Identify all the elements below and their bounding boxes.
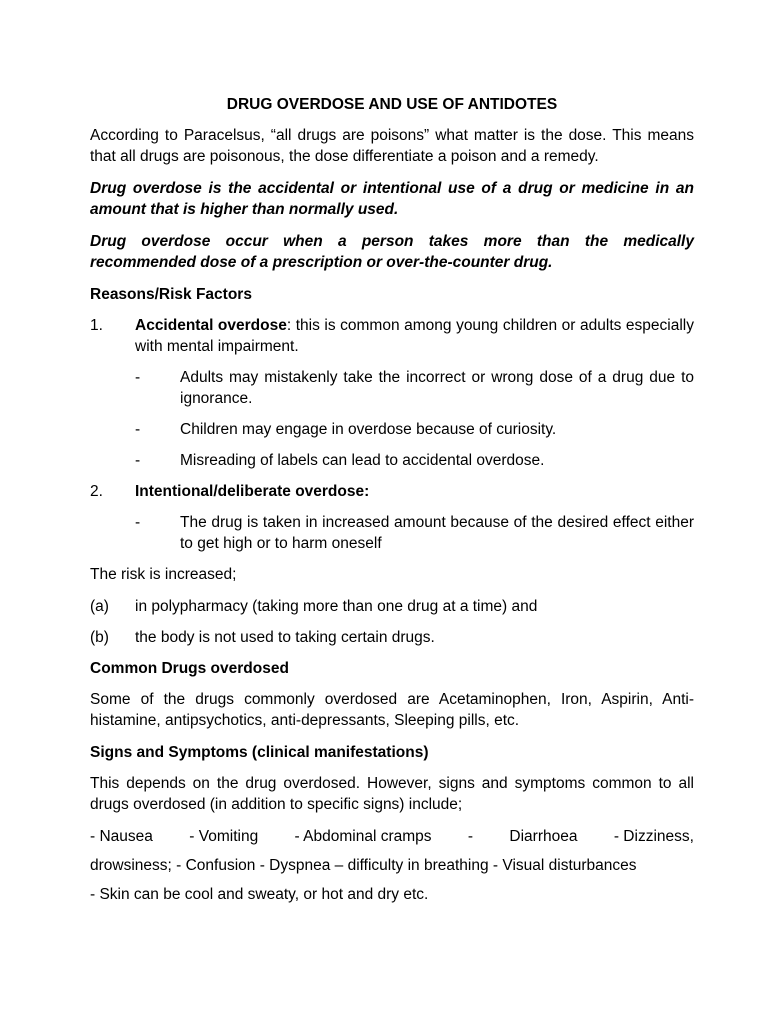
- risk-item: [90, 596, 694, 617]
- risk-marker: (b): [90, 629, 109, 646]
- signs-paragraph: This depends on the drug overdosed. However, signs and symptoms common to all drugs overdosed (in addition to specific signs) include;: [90, 775, 694, 813]
- bullet-dash: -: [135, 514, 141, 531]
- bullet-item: [135, 419, 694, 440]
- bullet-dash: -: [135, 452, 141, 469]
- bullet-dash: -: [135, 369, 141, 386]
- risk-text: the body is not used to taking certain drugs.: [135, 629, 435, 646]
- risk-text: in polypharmacy (taking more than one drug at a time) and: [135, 598, 538, 615]
- symptom-item: - Dizziness,: [613, 828, 694, 845]
- risk-marker: (a): [90, 598, 109, 615]
- symptom-item: -: [467, 828, 474, 845]
- symptoms-row: [90, 826, 694, 847]
- item-number: 2.: [90, 483, 103, 500]
- common-drugs-paragraph: Some of the drugs commonly overdosed are Acetaminophen, Iron, Aspirin, Anti-histamine, antipsychotics, anti-depressants, Sleeping pills, etc.: [90, 691, 694, 729]
- symptom-item: - Abdominal cramps: [294, 828, 432, 845]
- bullet-item: [135, 367, 694, 409]
- reason-item-accidental: [90, 315, 694, 357]
- item-label: Accidental overdose: [135, 317, 287, 334]
- risk-item: [90, 627, 694, 648]
- bullet-item: [135, 450, 694, 471]
- common-drugs-heading: Common Drugs overdosed: [90, 660, 289, 677]
- reason-item-intentional: [90, 481, 694, 502]
- document-page: [90, 94, 694, 913]
- symptom-item: Diarrhoea: [509, 828, 578, 845]
- item-number: 1.: [90, 317, 103, 334]
- definition-paragraph-2: Drug overdose occur when a person takes more than the medically recommended dose of a prescription or over-the-counter drug.: [90, 233, 694, 271]
- reasons-heading: Reasons/Risk Factors: [90, 286, 252, 303]
- document-title: DRUG OVERDOSE AND USE OF ANTIDOTES: [226, 96, 558, 113]
- bullet-text: Adults may mistakenly take the incorrect or wrong dose of a drug due to ignorance.: [180, 369, 694, 407]
- symptom-item: - Nausea: [90, 828, 153, 845]
- bullet-dash: -: [135, 421, 141, 438]
- definition-paragraph-1: Drug overdose is the accidental or intentional use of a drug or medicine in an amount that is higher than normally used.: [90, 180, 694, 218]
- symptoms-line: - Skin can be cool and sweaty, or hot and dry etc.: [90, 886, 429, 903]
- signs-heading: Signs and Symptoms (clinical manifestations): [90, 744, 429, 761]
- bullet-item: [135, 512, 694, 554]
- item-body: [135, 481, 694, 502]
- bullet-text: The drug is taken in increased amount because of the desired effect either to get high or to harm oneself: [180, 514, 694, 552]
- bullet-text: Children may engage in overdose because of curiosity.: [180, 421, 557, 438]
- symptoms-line: drowsiness; - Confusion - Dyspnea – difficulty in breathing - Visual disturbances: [90, 857, 637, 874]
- item-text: : this is common among young children or adults especially with mental impairment.: [135, 317, 694, 355]
- bullet-text: Misreading of labels can lead to accidental overdose.: [180, 452, 545, 469]
- symptom-item: - Vomiting: [189, 828, 259, 845]
- intro-paragraph: According to Paracelsus, “all drugs are poisons” what matter is the dose. This means that all drugs are poisonous, the dose differentiate a poison and a remedy.: [90, 127, 694, 165]
- item-body: [135, 315, 694, 357]
- item-label: Intentional/deliberate overdose:: [135, 483, 370, 500]
- risk-intro: The risk is increased;: [90, 566, 237, 583]
